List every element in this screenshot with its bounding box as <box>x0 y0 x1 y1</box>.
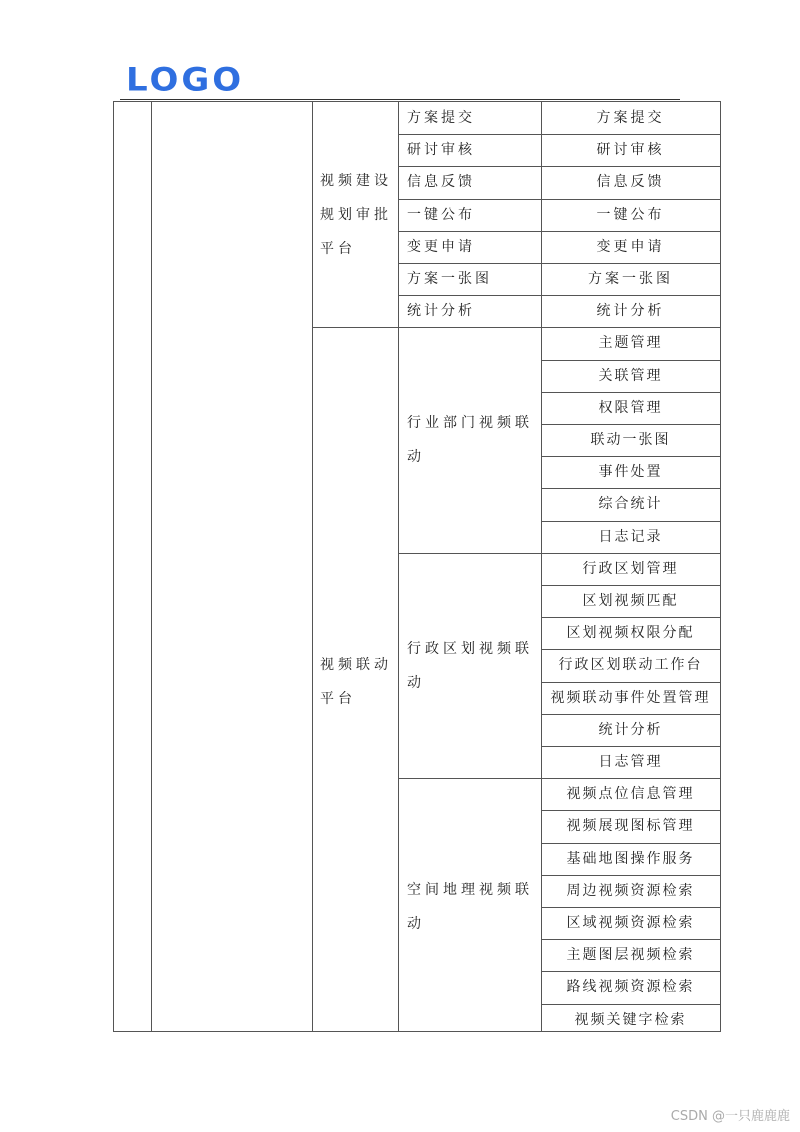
platform-cell: 视频联动平台 <box>320 656 392 707</box>
module-cell: 空间地理视频联动 <box>407 882 533 932</box>
module-cell: 方案提交 <box>407 110 475 126</box>
module-cell: 方案一张图 <box>407 271 492 287</box>
function-cell: 视频联动事件处置管理 <box>550 689 711 706</box>
module-cell: 一键公布 <box>407 206 475 223</box>
module-cell: 变更申请 <box>407 238 475 255</box>
function-cell: 事件处置 <box>598 464 663 481</box>
function-cell: 日志管理 <box>598 754 663 770</box>
function-cell: 统计分析 <box>598 721 663 738</box>
function-cell: 综合统计 <box>598 496 663 513</box>
function-cell: 方案提交 <box>596 110 665 126</box>
function-cell: 日志记录 <box>598 528 663 545</box>
function-cell: 区划视频权限分配 <box>566 625 695 642</box>
platform-cell: 视频建设规划审批平台 <box>320 172 392 257</box>
col-divider-1 <box>151 102 152 1031</box>
col-divider-2 <box>312 102 313 1031</box>
function-cell: 视频点位信息管理 <box>566 786 695 803</box>
function-cell: 视频展现图标管理 <box>566 818 695 835</box>
function-cell: 信息反馈 <box>596 174 665 191</box>
function-cell: 主题管理 <box>598 335 663 352</box>
watermark: CSDN @一只鹿鹿鹿 <box>670 1109 790 1124</box>
function-cell: 关联管理 <box>598 367 663 384</box>
module-cell: 统计分析 <box>407 303 475 320</box>
col-divider-3 <box>398 102 399 1031</box>
function-cell: 一键公布 <box>596 206 665 223</box>
function-cell: 行政区划联动工作台 <box>558 657 703 674</box>
logo: LOGO <box>126 61 245 99</box>
function-cell: 行政区划管理 <box>582 560 679 577</box>
function-cell: 变更申请 <box>596 238 665 255</box>
function-cell: 方案一张图 <box>588 271 673 287</box>
module-cell: 行业部门视频联动 <box>407 415 533 466</box>
function-cell: 区划视频匹配 <box>582 593 679 609</box>
function-cell: 路线视频资源检索 <box>566 979 695 996</box>
module-cell: 研讨审核 <box>407 142 475 159</box>
feature-table <box>113 101 721 1032</box>
function-cell: 视频关键字检索 <box>574 1011 687 1028</box>
function-cell: 研讨审核 <box>596 142 665 159</box>
function-cell: 统计分析 <box>596 303 665 320</box>
function-cell: 区域视频资源检索 <box>566 915 695 931</box>
module-cell: 信息反馈 <box>407 174 475 191</box>
function-cell: 周边视频资源检索 <box>566 882 695 899</box>
header-rule <box>120 99 680 100</box>
module-cell: 行政区划视频联动 <box>407 640 533 691</box>
function-cell: 联动一张图 <box>590 432 671 448</box>
function-cell: 权限管理 <box>598 399 663 416</box>
function-cell: 主题图层视频检索 <box>566 947 695 964</box>
function-cell: 基础地图操作服务 <box>566 850 695 867</box>
